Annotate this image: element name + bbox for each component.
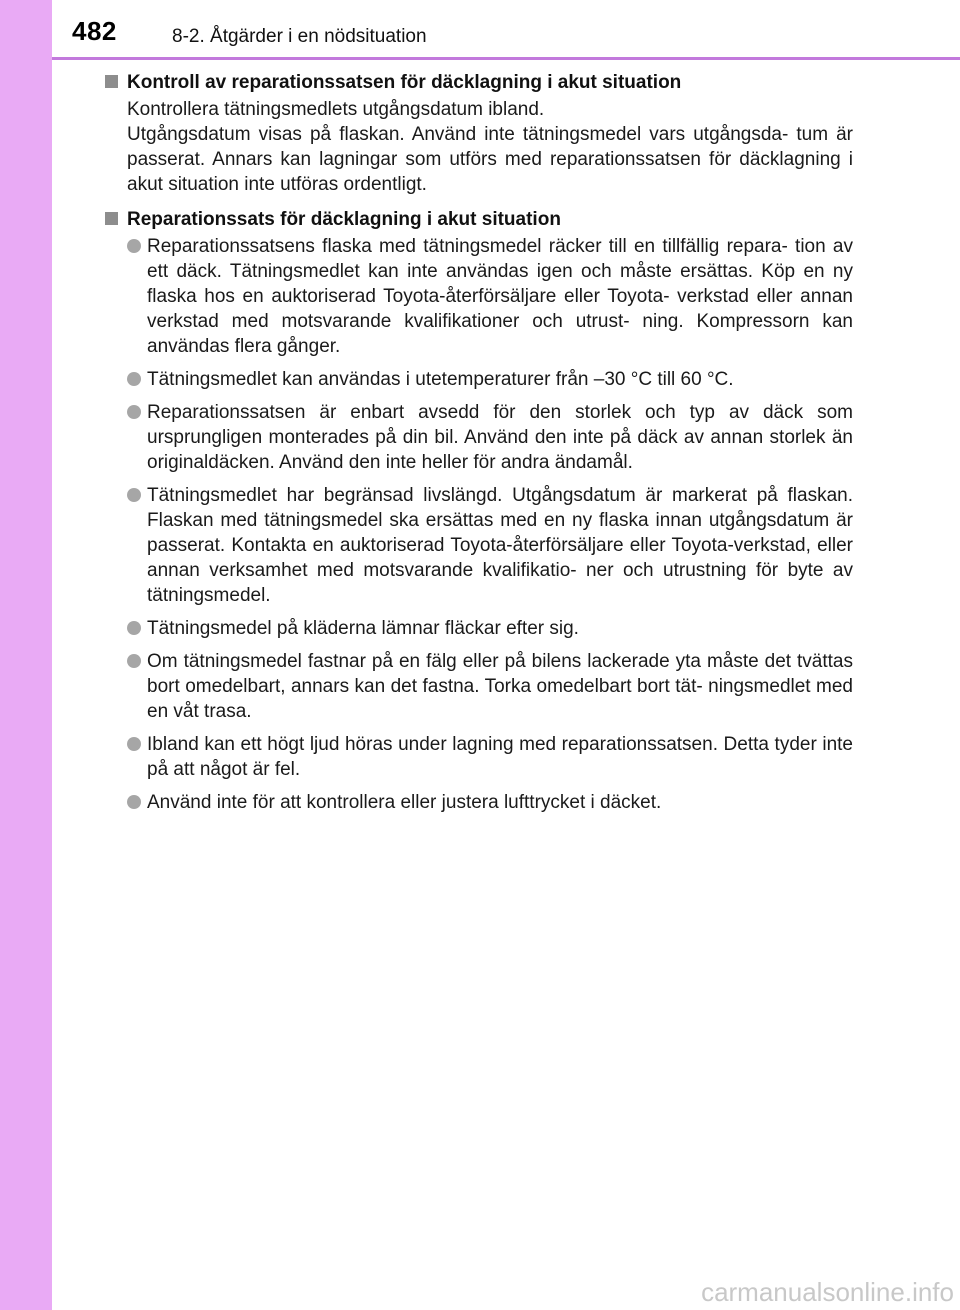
list-item (105, 616, 853, 641)
list-item (105, 649, 853, 724)
list-item-text: Tätningsmedel på kläderna lämnar fläckar efter sig. (147, 618, 579, 639)
circle-bullet-icon (127, 372, 141, 386)
list-item-text: Reparationssatsens flaska med tätningsmedel räcker till en tillfällig repara- tion av ett däck. Tätningsmedlet kan inte användas igen och måste ersättas. Köp en ny flaska hos en auktoriserad Toyota-återförsäljare eller Toyota- verkstad eller annan verkstad med motsvarande kvalifikationer och utrust- ning. Kompressorn kan användas flera gånger. (147, 236, 853, 357)
bullet-list (105, 234, 853, 815)
circle-bullet-icon (127, 621, 141, 635)
page-number: 482 (72, 16, 117, 46)
circle-bullet-icon (127, 737, 141, 751)
page-content (105, 70, 853, 825)
list-item-text: Tätningsmedlet har begränsad livslängd. Utgångsdatum är markerat på flaskan. Flaskan med tätningsmedel ska ersättas med en ny flaska innan utgångsdatum är passerat. Kontakta en auktoriserad Toyota-återförsäljare eller Toyota-verkstad, eller annan verksamhet med motsvarande kvalifikatio- ner och utrustning för byte av tätningsmedel. (147, 485, 853, 606)
section-title: 8-2. Åtgärder i en nödsituation (172, 26, 427, 47)
square-bullet-icon (105, 75, 118, 88)
sub-heading-text: Reparationssats för däcklagning i akut situation (127, 209, 561, 230)
circle-bullet-icon (127, 405, 141, 419)
circle-bullet-icon (127, 488, 141, 502)
list-item (105, 732, 853, 782)
circle-bullet-icon (127, 239, 141, 253)
header-divider (52, 57, 960, 60)
list-item-text: Reparationssatsen är enbart avsedd för den storlek och typ av däck som ursprungligen monterades på din bil. Använd den inte på däck av annan storlek än originaldäcken. Använd den inte heller för andra ändamål. (147, 402, 853, 473)
list-item-text: Om tätningsmedel fastnar på en fälg eller på bilens lackerade yta måste det tvättas bort omedelbart, annars kan det fastna. Torka omedelbart bort tät- ningsmedlet med en våt trasa. (147, 651, 853, 722)
circle-bullet-icon (127, 795, 141, 809)
sub-heading (105, 70, 853, 95)
list-item (105, 367, 853, 392)
list-item (105, 483, 853, 608)
section-repair-kit (105, 207, 853, 815)
circle-bullet-icon (127, 654, 141, 668)
side-color-band (0, 0, 52, 1310)
sub-heading-text: Kontroll av reparationssatsen för däcklagning i akut situation (127, 72, 682, 93)
watermark-link[interactable]: carmanualsonline.info (701, 1277, 954, 1307)
list-item-text: Tätningsmedlet kan användas i utetemperaturer från –30 °C till 60 °C. (147, 369, 734, 390)
paragraph: Kontrollera tätningsmedlets utgångsdatum ibland. Utgångsdatum visas på flaskan. Använd inte tätningsmedel vars utgångsda- tum är passerat. Annars kan lagningar som utförs med reparationssatsen för däcklagning i akut situation inte utföras ordentligt. (127, 99, 853, 195)
list-item-text: Använd inte för att kontrollera eller justera lufttrycket i däcket. (147, 792, 662, 813)
section-check-kit (105, 70, 853, 197)
list-item (105, 234, 853, 359)
list-item-text: Ibland kan ett högt ljud höras under lagning med reparationssatsen. Detta tyder inte på att något är fel. (147, 734, 853, 780)
square-bullet-icon (105, 212, 118, 225)
sub-heading (105, 207, 853, 232)
list-item (105, 400, 853, 475)
page-header (52, 0, 960, 58)
list-item (105, 790, 853, 815)
